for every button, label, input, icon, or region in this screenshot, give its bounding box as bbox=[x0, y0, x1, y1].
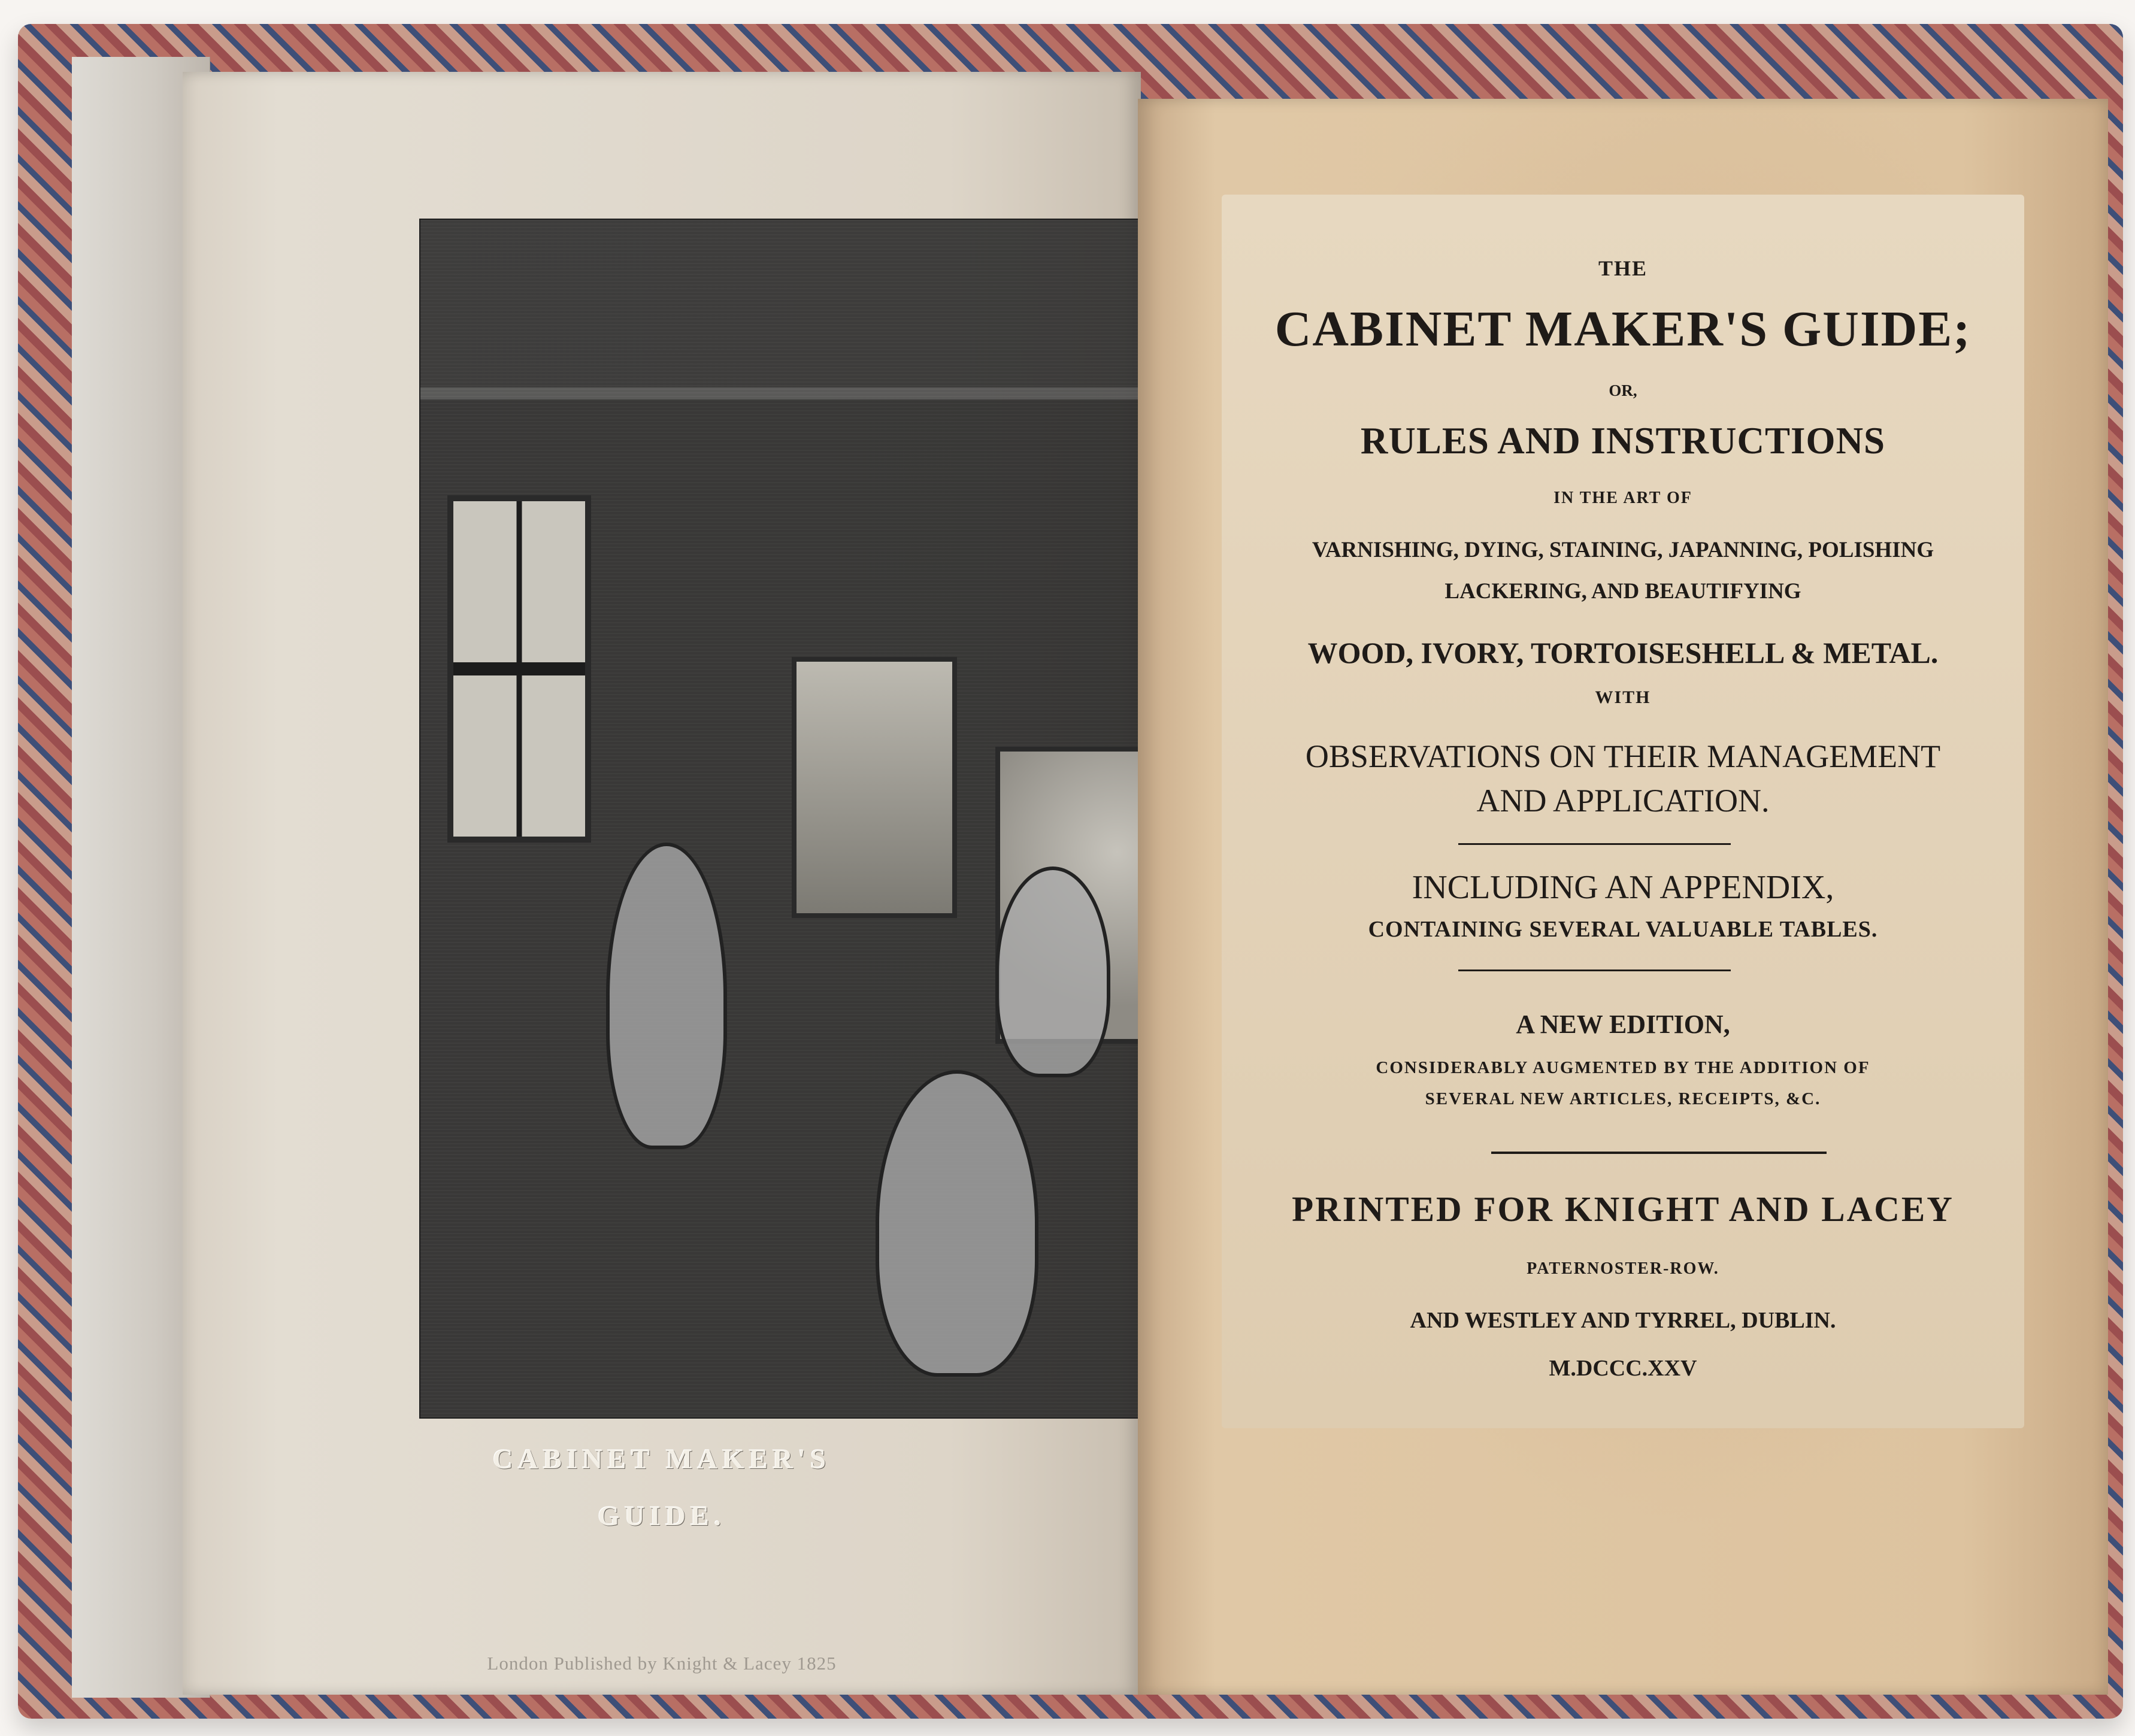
craftsman-center bbox=[876, 1070, 1038, 1377]
subtitle: RULES AND INSTRUCTIONS bbox=[1360, 420, 1886, 462]
craftsman-right bbox=[995, 867, 1110, 1077]
observations-line-2: AND APPLICATION. bbox=[1476, 783, 1770, 819]
printed-for: PRINTED FOR KNIGHT AND LACEY bbox=[1292, 1189, 1954, 1229]
title-page bbox=[1138, 99, 2108, 1695]
appendix-line-1: INCLUDING AN APPENDIX, bbox=[1412, 869, 1834, 906]
in-the-art-of: IN THE ART OF bbox=[1553, 489, 1692, 507]
augmented-line-2: SEVERAL NEW ARTICLES, RECEIPTS, &C. bbox=[1425, 1089, 1821, 1108]
open-book bbox=[18, 24, 2123, 1719]
rule-3 bbox=[1491, 1152, 1827, 1154]
frontispiece-page bbox=[183, 72, 1141, 1695]
edition-line: A NEW EDITION, bbox=[1516, 1010, 1730, 1039]
workshop-engraving bbox=[419, 219, 1260, 1419]
date-line: M.DCCC.XXV bbox=[1549, 1356, 1697, 1381]
engraving-caption-line-2: GUIDE. bbox=[598, 1501, 726, 1532]
engraving-door bbox=[792, 657, 957, 918]
title-the: THE bbox=[1598, 256, 1648, 280]
rule-2 bbox=[1458, 970, 1731, 971]
appendix-line-2: CONTAINING SEVERAL VALUABLE TABLES. bbox=[1368, 917, 1878, 942]
processes-line-2: LACKERING, AND BEAUTIFYING bbox=[1444, 579, 1801, 604]
engraving-imprint: London Published by Knight & Lacey 1825 bbox=[487, 1653, 837, 1674]
engraving-window bbox=[447, 495, 591, 843]
rule-1 bbox=[1458, 843, 1731, 845]
craftsman-left bbox=[606, 843, 727, 1149]
materials-line: WOOD, IVORY, TORTOISESHELL & METAL. bbox=[1307, 636, 1939, 669]
title-text bbox=[1138, 99, 2108, 1695]
title-with: WITH bbox=[1595, 687, 1651, 707]
processes-line-1: VARNISHING, DYING, STAINING, JAPANNING, POLISHING bbox=[1312, 538, 1934, 562]
augmented-line-1: CONSIDERABLY AUGMENTED BY THE ADDITION OF bbox=[1376, 1058, 1870, 1077]
main-title: CABINET MAKER'S GUIDE; bbox=[1274, 301, 1972, 357]
address-line: PATERNOSTER-ROW. bbox=[1527, 1259, 1719, 1278]
engraving-caption-line-1: CABINET MAKER'S bbox=[492, 1444, 831, 1475]
observations-line-1: OBSERVATIONS ON THEIR MANAGEMENT bbox=[1305, 738, 1941, 774]
dublin-line: AND WESTLEY AND TYRREL, DUBLIN. bbox=[1410, 1308, 1836, 1333]
title-or: OR, bbox=[1609, 381, 1637, 399]
